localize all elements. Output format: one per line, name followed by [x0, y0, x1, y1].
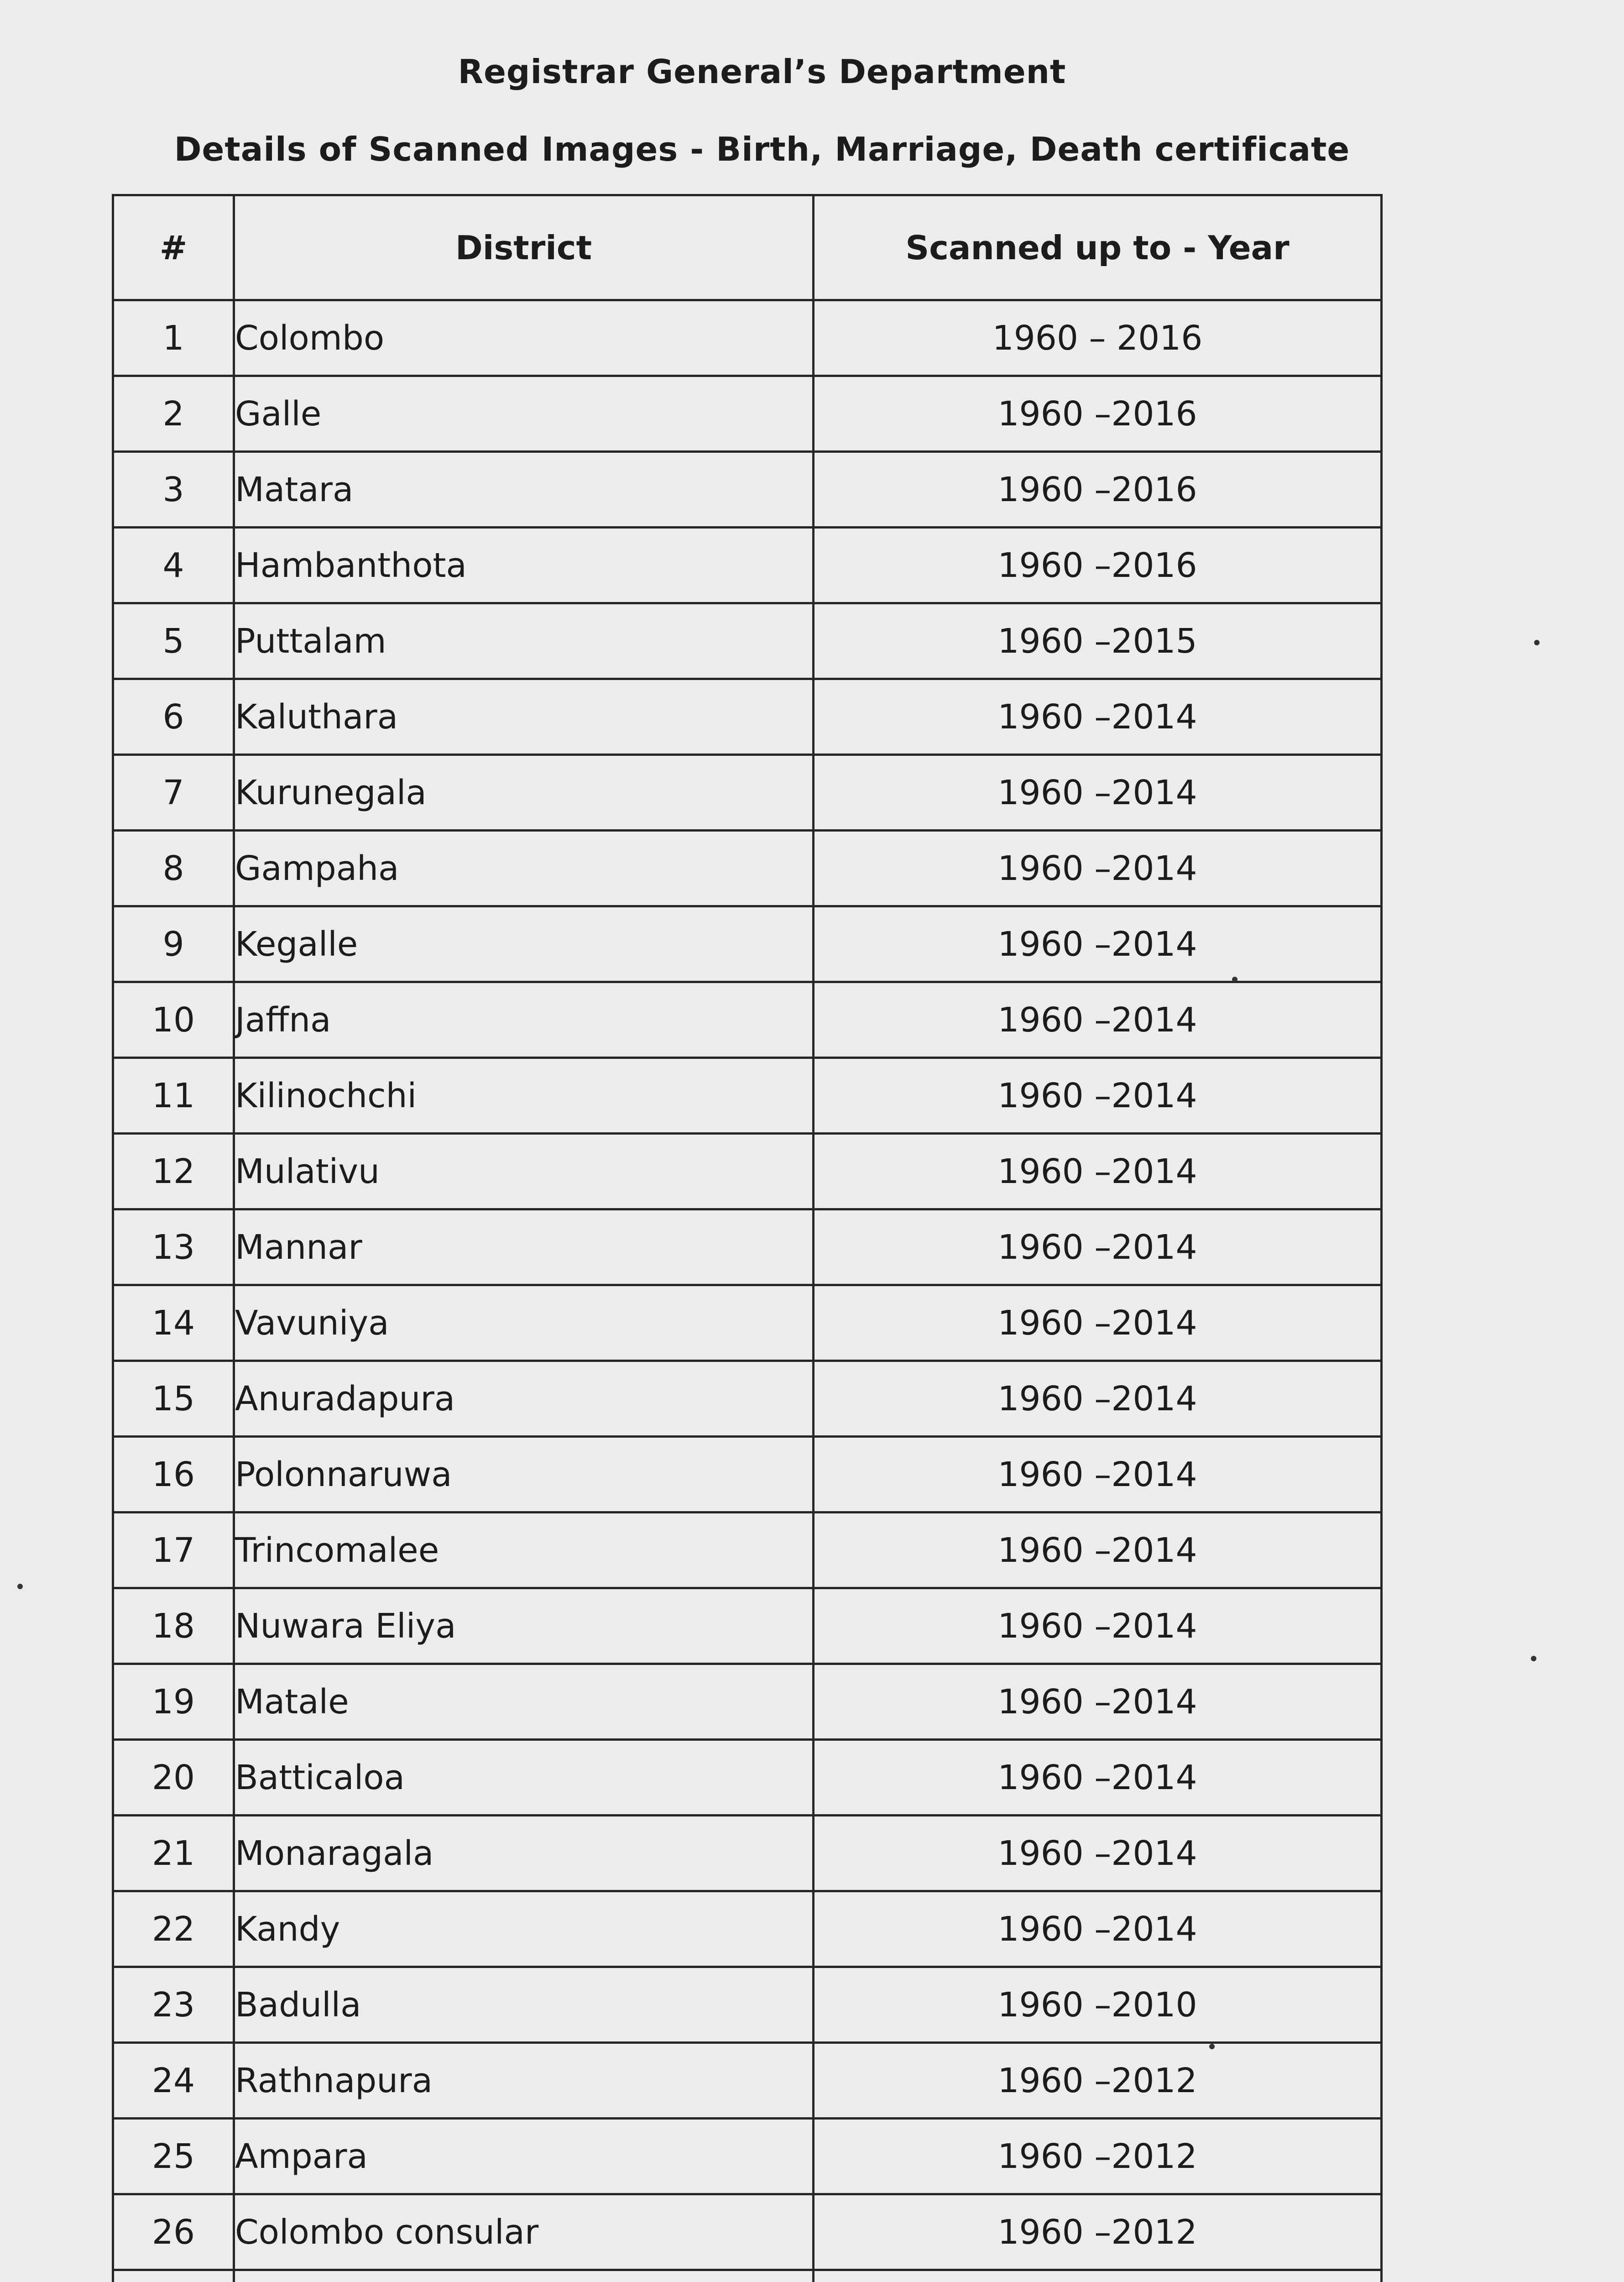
row-number: 7	[113, 755, 234, 831]
table-row	[113, 2119, 1382, 2194]
table-row	[113, 1664, 1382, 1740]
row-number: 5	[113, 603, 234, 679]
row-scanned-years: 1960 –2016	[814, 528, 1382, 603]
row-scanned-years: 1960 –2014	[814, 1816, 1382, 1891]
row-district: Mannar	[234, 1209, 814, 1285]
row-number: 2	[113, 376, 234, 452]
row-scanned-years: 1960 –2014	[814, 906, 1382, 982]
row-district: Vavuniya	[234, 1285, 814, 1361]
row-district: Jaffna	[234, 982, 814, 1058]
row-number: 8	[113, 831, 234, 906]
row-scanned-years: 1960 –2012	[814, 2119, 1382, 2194]
table-row	[113, 452, 1382, 528]
row-number: 21	[113, 1816, 234, 1891]
row-district: Rathnapura	[234, 2043, 814, 2119]
row-number: 16	[113, 1437, 234, 1513]
scan-speck	[17, 1584, 23, 1589]
table-row	[113, 755, 1382, 831]
row-district: Mulativu	[234, 1134, 814, 1209]
table-row	[113, 1740, 1382, 1816]
row-scanned-years: 1960 –2015	[814, 603, 1382, 679]
row-district: Kilinochchi	[234, 1058, 814, 1134]
row-scanned-years: 1960 –2014	[814, 1891, 1382, 1967]
scanned-images-table	[112, 194, 1383, 2282]
row-number: 26	[113, 2194, 234, 2270]
row-district: Colombo consular	[234, 2194, 814, 2270]
row-scanned-years: 1960 –2014	[814, 1058, 1382, 1134]
scan-speck	[1209, 2044, 1215, 2049]
row-district: Matale	[234, 1664, 814, 1740]
row-number: 22	[113, 1891, 234, 1967]
table-row	[113, 1816, 1382, 1891]
table-row	[113, 1361, 1382, 1437]
row-number: 18	[113, 1588, 234, 1664]
table-row	[113, 982, 1382, 1058]
row-number: 25	[113, 2119, 234, 2194]
row-district: Ampara	[234, 2119, 814, 2194]
header-district: District	[234, 195, 814, 300]
row-district: Monaragala	[234, 1816, 814, 1891]
row-number: 15	[113, 1361, 234, 1437]
row-number: 23	[113, 1967, 234, 2043]
row-scanned-years	[814, 2270, 1382, 2282]
table-row	[113, 1134, 1382, 1209]
row-scanned-years: 1960 –2014	[814, 1285, 1382, 1361]
row-district: Kandy	[234, 1891, 814, 1967]
table-row	[113, 831, 1382, 906]
row-number: 20	[113, 1740, 234, 1816]
row-scanned-years: 1960 –2012	[814, 2194, 1382, 2270]
row-number: 4	[113, 528, 234, 603]
document-subtitle: Details of Scanned Images - Birth, Marriage, Death certificate	[174, 130, 1350, 168]
row-scanned-years: 1960 –2014	[814, 679, 1382, 755]
row-number: 6	[113, 679, 234, 755]
row-number: 10	[113, 982, 234, 1058]
row-scanned-years: 1960 –2014	[814, 982, 1382, 1058]
row-district: Nuwara Eliya	[234, 1588, 814, 1664]
table-row	[113, 2194, 1382, 2270]
row-district: Gampaha	[234, 831, 814, 906]
table-body	[113, 300, 1382, 2282]
row-district: Kaluthara	[234, 679, 814, 755]
row-district: Anuradapura	[234, 1361, 814, 1437]
row-district	[234, 2270, 814, 2282]
row-district: Badulla	[234, 1967, 814, 2043]
row-district: Colombo	[234, 300, 814, 376]
table-row	[113, 2043, 1382, 2119]
row-number: 13	[113, 1209, 234, 1285]
row-number: 17	[113, 1513, 234, 1588]
table-row	[113, 603, 1382, 679]
table-row	[113, 679, 1382, 755]
row-district: Kegalle	[234, 906, 814, 982]
row-number: 11	[113, 1058, 234, 1134]
row-district: Hambanthota	[234, 528, 814, 603]
row-scanned-years: 1960 –2016	[814, 376, 1382, 452]
row-scanned-years: 1960 –2014	[814, 831, 1382, 906]
table-row	[113, 1058, 1382, 1134]
row-scanned-years: 1960 – 2016	[814, 300, 1382, 376]
row-number: 19	[113, 1664, 234, 1740]
row-scanned-years: 1960 –2014	[814, 1209, 1382, 1285]
row-scanned-years: 1960 –2014	[814, 1134, 1382, 1209]
table-row	[113, 376, 1382, 452]
row-scanned-years: 1960 –2014	[814, 1361, 1382, 1437]
table-row	[113, 528, 1382, 603]
row-district: Matara	[234, 452, 814, 528]
scan-speck	[1534, 640, 1540, 645]
table-row	[113, 1967, 1382, 2043]
row-number: 9	[113, 906, 234, 982]
row-scanned-years: 1960 –2014	[814, 1664, 1382, 1740]
row-district: Trincomalee	[234, 1513, 814, 1588]
table-header-row	[113, 195, 1382, 300]
table-row	[113, 1209, 1382, 1285]
row-number	[113, 2270, 234, 2282]
row-scanned-years: 1960 –2016	[814, 452, 1382, 528]
row-district: Batticaloa	[234, 1740, 814, 1816]
row-number: 14	[113, 1285, 234, 1361]
table-row	[113, 906, 1382, 982]
table-row	[113, 300, 1382, 376]
table-row	[113, 2270, 1382, 2282]
row-scanned-years: 1960 –2014	[814, 755, 1382, 831]
row-scanned-years: 1960 –2014	[814, 1437, 1382, 1513]
table-row	[113, 1513, 1382, 1588]
row-scanned-years: 1960 –2014	[814, 1588, 1382, 1664]
row-number: 1	[113, 300, 234, 376]
scan-speck	[1232, 977, 1238, 982]
row-scanned-years: 1960 –2014	[814, 1513, 1382, 1588]
row-district: Kurunegala	[234, 755, 814, 831]
row-district: Polonnaruwa	[234, 1437, 814, 1513]
row-district: Puttalam	[234, 603, 814, 679]
row-scanned-years: 1960 –2012	[814, 2043, 1382, 2119]
table-row	[113, 1588, 1382, 1664]
row-scanned-years: 1960 –2010	[814, 1967, 1382, 2043]
row-number: 24	[113, 2043, 234, 2119]
table-row	[113, 1437, 1382, 1513]
row-number: 3	[113, 452, 234, 528]
row-district: Galle	[234, 376, 814, 452]
table-row	[113, 1891, 1382, 1967]
header-number: #	[113, 195, 234, 300]
document-title: Registrar General’s Department	[458, 52, 1066, 91]
row-scanned-years: 1960 –2014	[814, 1740, 1382, 1816]
header-scanned-years: Scanned up to - Year	[814, 195, 1382, 300]
table-row	[113, 1285, 1382, 1361]
scan-speck	[1531, 1656, 1536, 1661]
row-number: 12	[113, 1134, 234, 1209]
